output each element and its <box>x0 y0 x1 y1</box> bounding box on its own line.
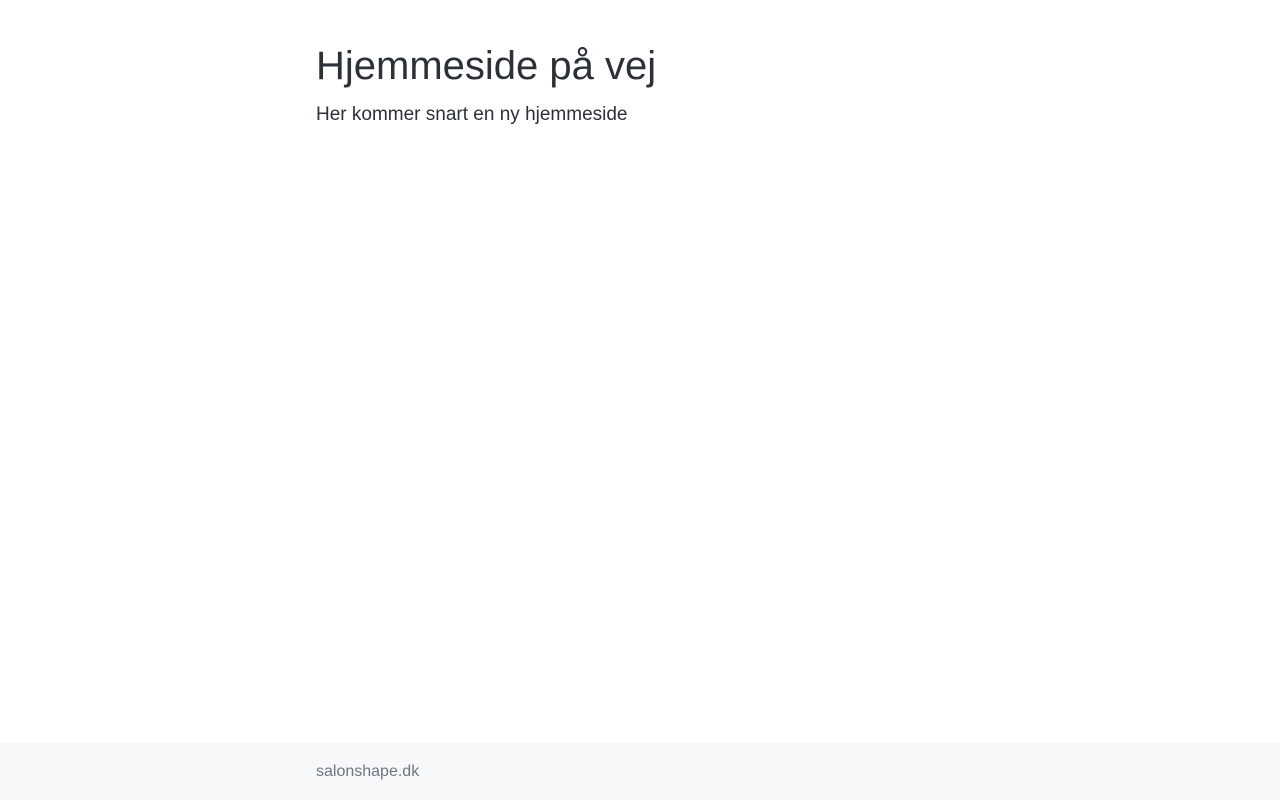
page-title: Hjemmeside på vej <box>316 44 657 88</box>
page-subtitle: Her kommer snart en ny hjemmeside <box>316 104 628 125</box>
footer-bar <box>0 743 1280 800</box>
footer-container <box>316 763 964 781</box>
content-container <box>316 42 964 129</box>
footer-domain-label: salonshape.dk <box>316 762 420 780</box>
